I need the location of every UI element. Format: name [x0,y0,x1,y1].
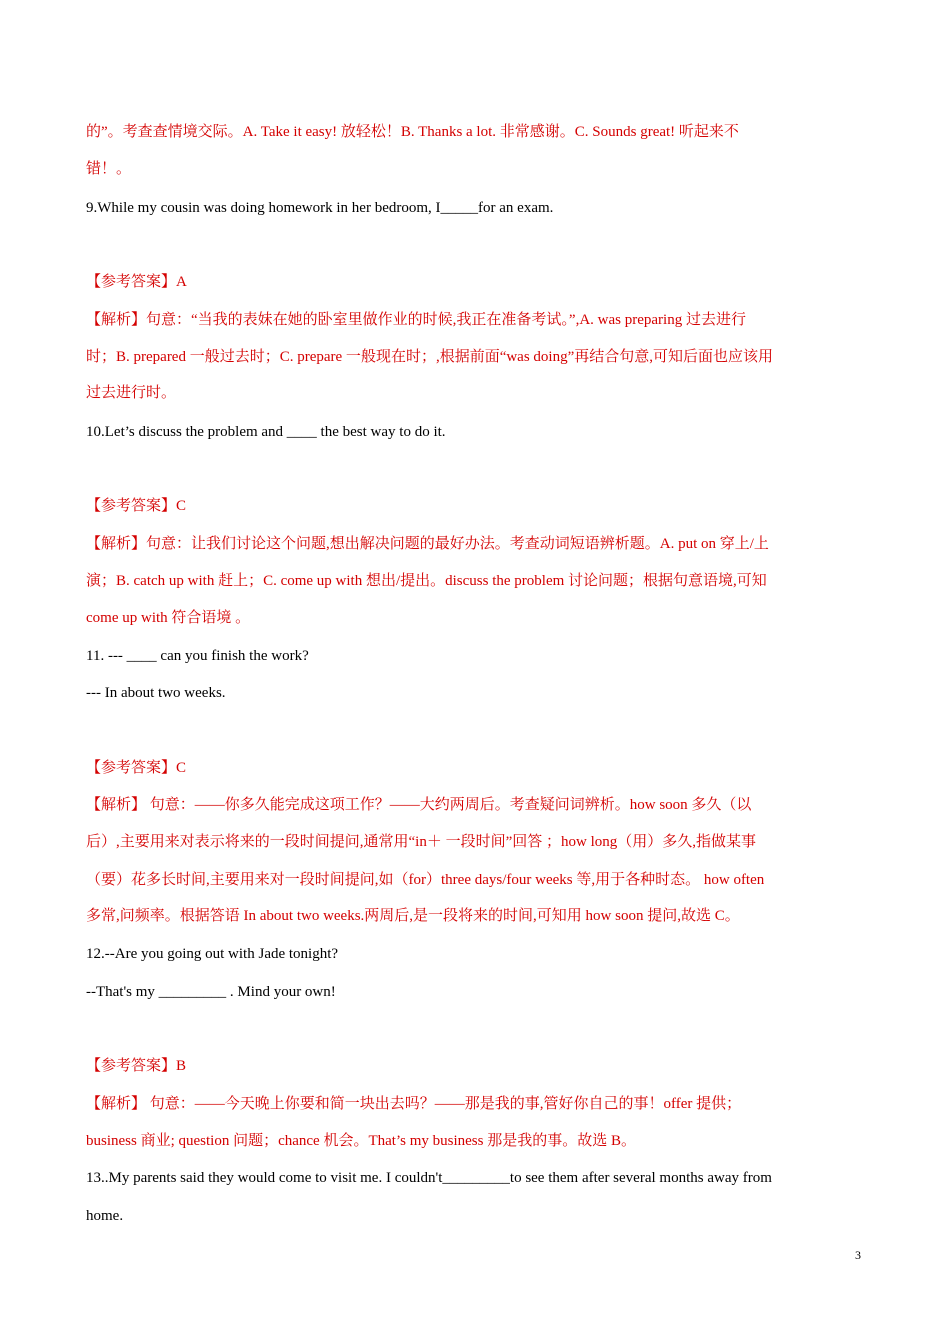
question-9-stem: 9.While my cousin was doing homework in her bedroom, I_____for an exam. [86,200,554,216]
explanation-line: 【解析】 句意：——你多久能完成这项工作？——大约两周后。考查疑问词辨析。how soon 多久（以 [86,797,752,813]
page-number: 3 [855,1248,861,1262]
explanation-line: 多常,问频率。根据答语 In about two weeks.两周后,是一段将来的时间,可知用 how soon 提问,故选 C。 [86,908,740,924]
explanation-line: （要）花多长时间,主要用来对一段时间提问,如（for）three days/four weeks 等,用于各种时态。 how often [86,872,765,888]
explanation-line: 时；B. prepared 一般过去时；C. prepare 一般现在时；,根据前面“was doing”再结合句意,可知后面也应该用 [86,349,774,365]
answer-key: 【参考答案】C [86,498,187,514]
explanation-line: 错！。 [86,161,132,177]
question-10-stem: 10.Let’s discuss the problem and ____ the best way to do it. [86,424,446,440]
explanation-line: 后）,主要用来对表示将来的一段时间提问,通常用“in＋ 一段时间”回答 ；how long（用）多久,指做某事 [86,834,756,850]
explanation-line: 演；B. catch up with 赶上；C. come up with 想出/提出。discuss the problem 讨论问题；根据句意语境,可知 [86,573,767,589]
explanation-line: 【解析】 句意：——今天晚上你要和简一块出去吗？——那是我的事,管好你自己的事！offer 提供； [86,1096,742,1112]
explanation-line: 【解析】句意：让我们讨论这个问题,想出解决问题的最好办法。考查动词短语辨析题。A. put on 穿上/上 [86,536,769,552]
explanation-line: come up with 符合语境 。 [86,610,251,626]
explanation-line: business 商业; question 问题；chance 机会。That’s my business 那是我的事。故选 B。 [86,1133,636,1149]
answer-key: 【参考答案】A [86,274,187,290]
question-11-reply: --- In about two weeks. [86,685,226,701]
question-12-reply: --That's my _________ . Mind your own! [86,984,336,1000]
question-12-stem: 12.--Are you going out with Jade tonight? [86,946,339,962]
question-13-stem-continued: home. [86,1208,124,1224]
answer-key: 【参考答案】B [86,1058,187,1074]
answer-key: 【参考答案】C [86,760,187,776]
explanation-line: 过去进行时。 [86,385,177,401]
question-11-stem: 11. --- ____ can you finish the work? [86,648,309,664]
explanation-line: 的”。考查查情境交际。A. Take it easy! 放轻松！B. Thanks a lot. 非常感谢。C. Sounds great! 听起来不 [86,124,739,140]
question-13-stem: 13..My parents said they would come to visit me. I couldn't_________to see them after several months away from [86,1170,772,1186]
explanation-line: 【解析】句意：“当我的表妹在她的卧室里做作业的时候,我正在准备考试。”,A. was preparing 过去进行 [86,312,746,328]
